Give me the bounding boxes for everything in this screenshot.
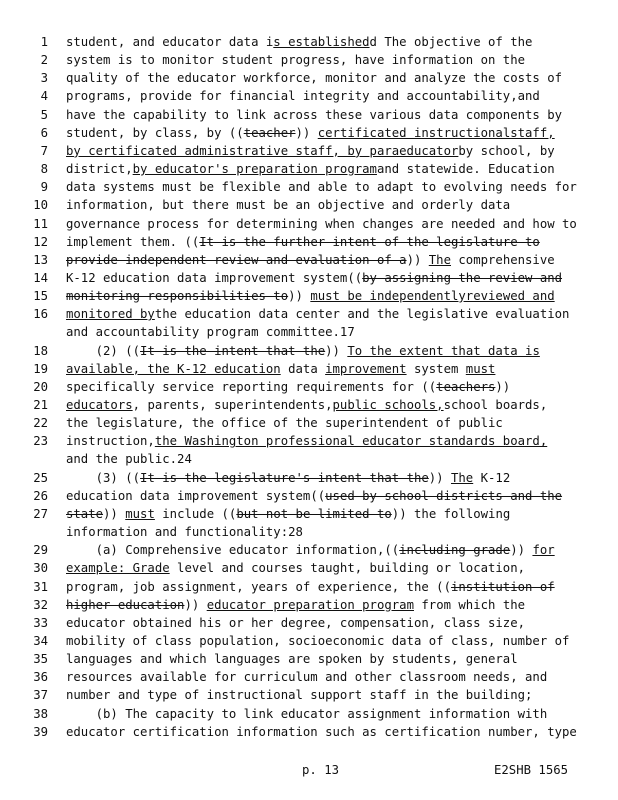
text-segment: instruction,	[66, 434, 155, 449]
line-text	[66, 559, 616, 577]
inserted-text: available, the K-12 education	[66, 361, 281, 376]
text-segment: school boards,	[443, 398, 548, 412]
text-line	[0, 269, 618, 287]
text-segment: ))	[325, 343, 348, 358]
line-text	[66, 360, 616, 378]
line-text	[66, 487, 616, 505]
text-line	[0, 686, 618, 704]
inserted-text: educators	[66, 398, 133, 412]
deleted-text: monitoring responsibilities to	[66, 289, 289, 304]
text-segment: comprehensive	[451, 252, 555, 267]
line-number: 5	[40, 107, 48, 122]
line-text	[66, 287, 616, 305]
inserted-text: must	[125, 506, 155, 521]
inserted-text: by certificated administrative staff, by paraeducator	[66, 143, 459, 158]
text-line	[0, 541, 618, 559]
text-line	[0, 505, 618, 523]
deleted-text: higher education	[66, 597, 185, 612]
text-segment: ((	[310, 488, 326, 503]
deleted-text: It is the further intent of the legislature to	[199, 234, 540, 249]
line-number: 31	[33, 579, 48, 594]
line-number: 25	[33, 470, 48, 485]
text-segment: ))	[510, 543, 533, 558]
text-segment: student, and educator data i	[66, 35, 274, 49]
text-line	[0, 124, 618, 142]
inserted-text: The	[451, 470, 474, 485]
inserted-text: for	[532, 543, 555, 558]
text-segment: the education data center and the legislative evaluation	[154, 307, 570, 322]
inserted-text: certificated instructionalstaff,	[317, 125, 555, 140]
text-line	[0, 251, 618, 269]
line-text	[66, 342, 616, 360]
text-line	[0, 578, 618, 596]
text-segment: (3) ((	[66, 470, 141, 485]
line-number: 18	[33, 343, 48, 358]
line-number: 19	[33, 361, 48, 376]
line-text	[66, 33, 616, 51]
text-line	[0, 287, 618, 305]
text-segment: ))	[406, 252, 429, 267]
inserted-text: the Washington professional educator standards board,	[154, 434, 548, 449]
text-segment: educator obtained his or her degree, compensation, class size,	[66, 615, 526, 630]
line-text	[66, 378, 616, 396]
line-number: 30	[33, 561, 48, 576]
line-text	[66, 614, 616, 632]
line-number: 2	[40, 53, 48, 68]
bill-identifier: E2SHB 1565	[494, 763, 569, 777]
inserted-text: must	[465, 361, 496, 376]
text-line	[0, 705, 618, 723]
text-line	[0, 51, 618, 69]
text-line	[0, 378, 618, 396]
line-text	[66, 124, 616, 142]
line-text	[66, 196, 616, 214]
text-line	[0, 106, 618, 124]
text-segment: programs, provide for financial integrity and accountability,and	[66, 89, 540, 104]
text-line	[0, 196, 618, 214]
line-number: 7	[40, 143, 48, 158]
text-segment: resources available for curriculum and other classroom needs, and	[66, 670, 548, 685]
text-line	[0, 723, 618, 741]
line-number: 14	[33, 270, 48, 285]
line-text	[66, 160, 616, 178]
deleted-text: used by school districts and the	[325, 488, 563, 503]
text-line	[0, 523, 618, 541]
text-segment: ((	[347, 270, 363, 285]
deleted-text: but not be limited to	[236, 506, 392, 521]
text-segment: include ((	[154, 506, 237, 521]
text-segment: implement them. ((	[66, 234, 200, 249]
text-line	[0, 360, 618, 378]
deleted-text: including grade	[399, 543, 511, 558]
text-line	[0, 342, 618, 360]
line-number: 12	[33, 234, 48, 249]
text-segment: d The objective of the	[369, 35, 533, 49]
line-text	[66, 215, 616, 233]
line-text	[66, 705, 616, 723]
line-text	[66, 686, 616, 704]
inserted-text: To the extent that data is	[347, 343, 540, 358]
text-segment: information, but there must be an objective and orderly data	[66, 198, 511, 213]
line-text	[66, 578, 616, 596]
text-line	[0, 69, 618, 87]
text-line	[0, 396, 618, 414]
text-segment: ))	[103, 506, 126, 521]
text-segment: governance process for determining when changes are needed and how to	[66, 216, 577, 231]
line-number: 29	[33, 543, 48, 558]
line-number: 20	[33, 379, 48, 394]
text-segment: (2) ((	[66, 343, 141, 358]
text-segment: from which the	[413, 597, 526, 612]
text-line	[0, 450, 618, 468]
line-number: 11	[33, 216, 48, 231]
line-text	[66, 396, 616, 414]
line-text	[66, 142, 616, 160]
text-segment: and the public.24	[66, 452, 192, 467]
line-text	[66, 523, 616, 541]
text-segment: ))	[184, 597, 207, 612]
line-number: 33	[33, 615, 48, 630]
text-line	[0, 487, 618, 505]
deleted-text: teacher	[243, 125, 296, 140]
inserted-text: s established	[273, 35, 370, 49]
line-text	[66, 69, 616, 87]
line-number: 21	[33, 398, 48, 412]
deleted-text: institution of	[450, 579, 555, 594]
text-segment: the legislature, the office of the superintendent of public	[66, 416, 503, 431]
text-line	[0, 142, 618, 160]
line-number: 13	[33, 252, 48, 267]
line-number: 15	[33, 289, 48, 304]
inserted-text: example: Grade	[66, 561, 170, 576]
text-line	[0, 160, 618, 178]
text-segment: languages and which languages are spoken by students, general	[66, 652, 518, 667]
inserted-text: public schools,	[332, 398, 444, 412]
text-segment: and statewide. Education	[376, 162, 555, 177]
line-number: 26	[33, 488, 48, 503]
line-text	[66, 414, 616, 432]
text-segment: data systems must be flexible and able to adapt to evolving needs for	[66, 180, 577, 195]
text-line	[0, 614, 618, 632]
inserted-text: by educator's preparation program	[132, 162, 377, 177]
line-text	[66, 723, 616, 741]
text-segment: ))	[288, 289, 311, 304]
text-segment: by school, by	[458, 143, 555, 158]
line-number: 38	[33, 706, 48, 721]
text-line	[0, 414, 618, 432]
line-text	[66, 178, 616, 196]
inserted-text: educator preparation program	[206, 597, 414, 612]
text-segment: system is to monitor student progress, have information on the	[66, 53, 526, 68]
line-text	[66, 469, 616, 487]
text-segment: district,	[66, 162, 133, 177]
text-line	[0, 650, 618, 668]
text-segment: (a) Comprehensive educator information,((	[66, 543, 400, 558]
text-segment: and accountability program committee.17	[66, 325, 355, 340]
inserted-text: must be independentlyreviewed and	[310, 289, 555, 304]
text-segment: , parents, superintendents,	[132, 398, 333, 412]
line-text	[66, 596, 616, 614]
text-segment: data	[280, 361, 326, 376]
text-line	[0, 33, 618, 51]
text-segment: )) the following	[391, 506, 511, 521]
line-number: 4	[40, 89, 48, 104]
line-text	[66, 450, 616, 468]
deleted-text: It is the intent that the	[140, 343, 326, 358]
text-line	[0, 87, 618, 105]
text-segment: educator certification information such as certification number, type	[66, 724, 577, 739]
text-line	[0, 432, 618, 450]
deleted-text: It is the legislature's intent that the	[140, 470, 429, 485]
line-number: 22	[33, 416, 48, 431]
inserted-text: monitored by	[66, 307, 155, 322]
line-text	[66, 251, 616, 269]
line-number: 32	[33, 597, 48, 612]
line-number: 39	[33, 724, 48, 739]
deleted-text: state	[66, 506, 104, 521]
text-line	[0, 559, 618, 577]
text-segment: program, job assignment, years of experience, the ((	[66, 579, 451, 594]
text-segment: specifically service reporting requirements for ((	[66, 379, 437, 394]
line-text	[66, 233, 616, 251]
line-text	[66, 668, 616, 686]
line-text	[66, 87, 616, 105]
text-line	[0, 233, 618, 251]
line-text	[66, 305, 616, 323]
line-number: 6	[40, 125, 48, 140]
text-segment: K-12	[473, 470, 511, 485]
text-segment: mobility of class population, socioeconomic data of class, number of	[66, 633, 570, 648]
line-text	[66, 51, 616, 69]
line-number: 8	[40, 162, 48, 177]
line-number: 3	[40, 71, 48, 86]
text-segment: information and functionality:28	[66, 525, 303, 540]
line-text	[66, 269, 616, 287]
text-segment: K-12 education data improvement system	[66, 270, 348, 285]
text-segment: ))	[295, 125, 318, 140]
text-line	[0, 215, 618, 233]
text-line	[0, 323, 618, 341]
text-line	[0, 632, 618, 650]
text-segment: ))	[428, 470, 451, 485]
page-number: p. 13	[302, 763, 340, 777]
inserted-text: The	[428, 252, 451, 267]
text-line	[0, 178, 618, 196]
deleted-text: by assigning the review and	[362, 270, 563, 285]
text-segment: ))	[495, 379, 511, 394]
text-segment: have the capability to link across these various data components by	[66, 107, 563, 122]
text-segment: system	[406, 361, 466, 376]
page-footer	[0, 760, 618, 780]
line-number: 27	[33, 506, 48, 521]
line-number: 23	[33, 434, 48, 449]
inserted-text: improvement	[325, 361, 407, 376]
line-number: 37	[33, 688, 48, 703]
line-number: 1	[40, 35, 48, 49]
text-line	[0, 596, 618, 614]
text-line	[0, 668, 618, 686]
text-segment: level and courses taught, building or location,	[169, 561, 526, 576]
line-text	[66, 323, 616, 341]
line-text	[66, 106, 616, 124]
line-number: 35	[33, 652, 48, 667]
line-number: 10	[33, 198, 48, 213]
text-segment: number and type of instructional support staff in the building;	[66, 688, 533, 703]
line-text	[66, 650, 616, 668]
line-number: 16	[33, 307, 48, 322]
text-segment: student, by class, by ((	[66, 125, 244, 140]
text-line	[0, 305, 618, 323]
text-segment: education data improvement system	[66, 488, 311, 503]
text-segment: (b) The capacity to link educator assignment information with	[66, 706, 548, 721]
text-segment: quality of the educator workforce, monitor and analyze the costs of	[66, 71, 563, 86]
line-text	[66, 432, 616, 450]
line-text	[66, 632, 616, 650]
line-number: 34	[33, 633, 48, 648]
deleted-text: teachers	[436, 379, 496, 394]
line-text	[66, 505, 616, 523]
line-number: 9	[40, 180, 48, 195]
line-number: 36	[33, 670, 48, 685]
deleted-text: provide independent review and evaluation of a	[66, 252, 407, 267]
line-text	[66, 541, 616, 559]
text-line	[0, 469, 618, 487]
